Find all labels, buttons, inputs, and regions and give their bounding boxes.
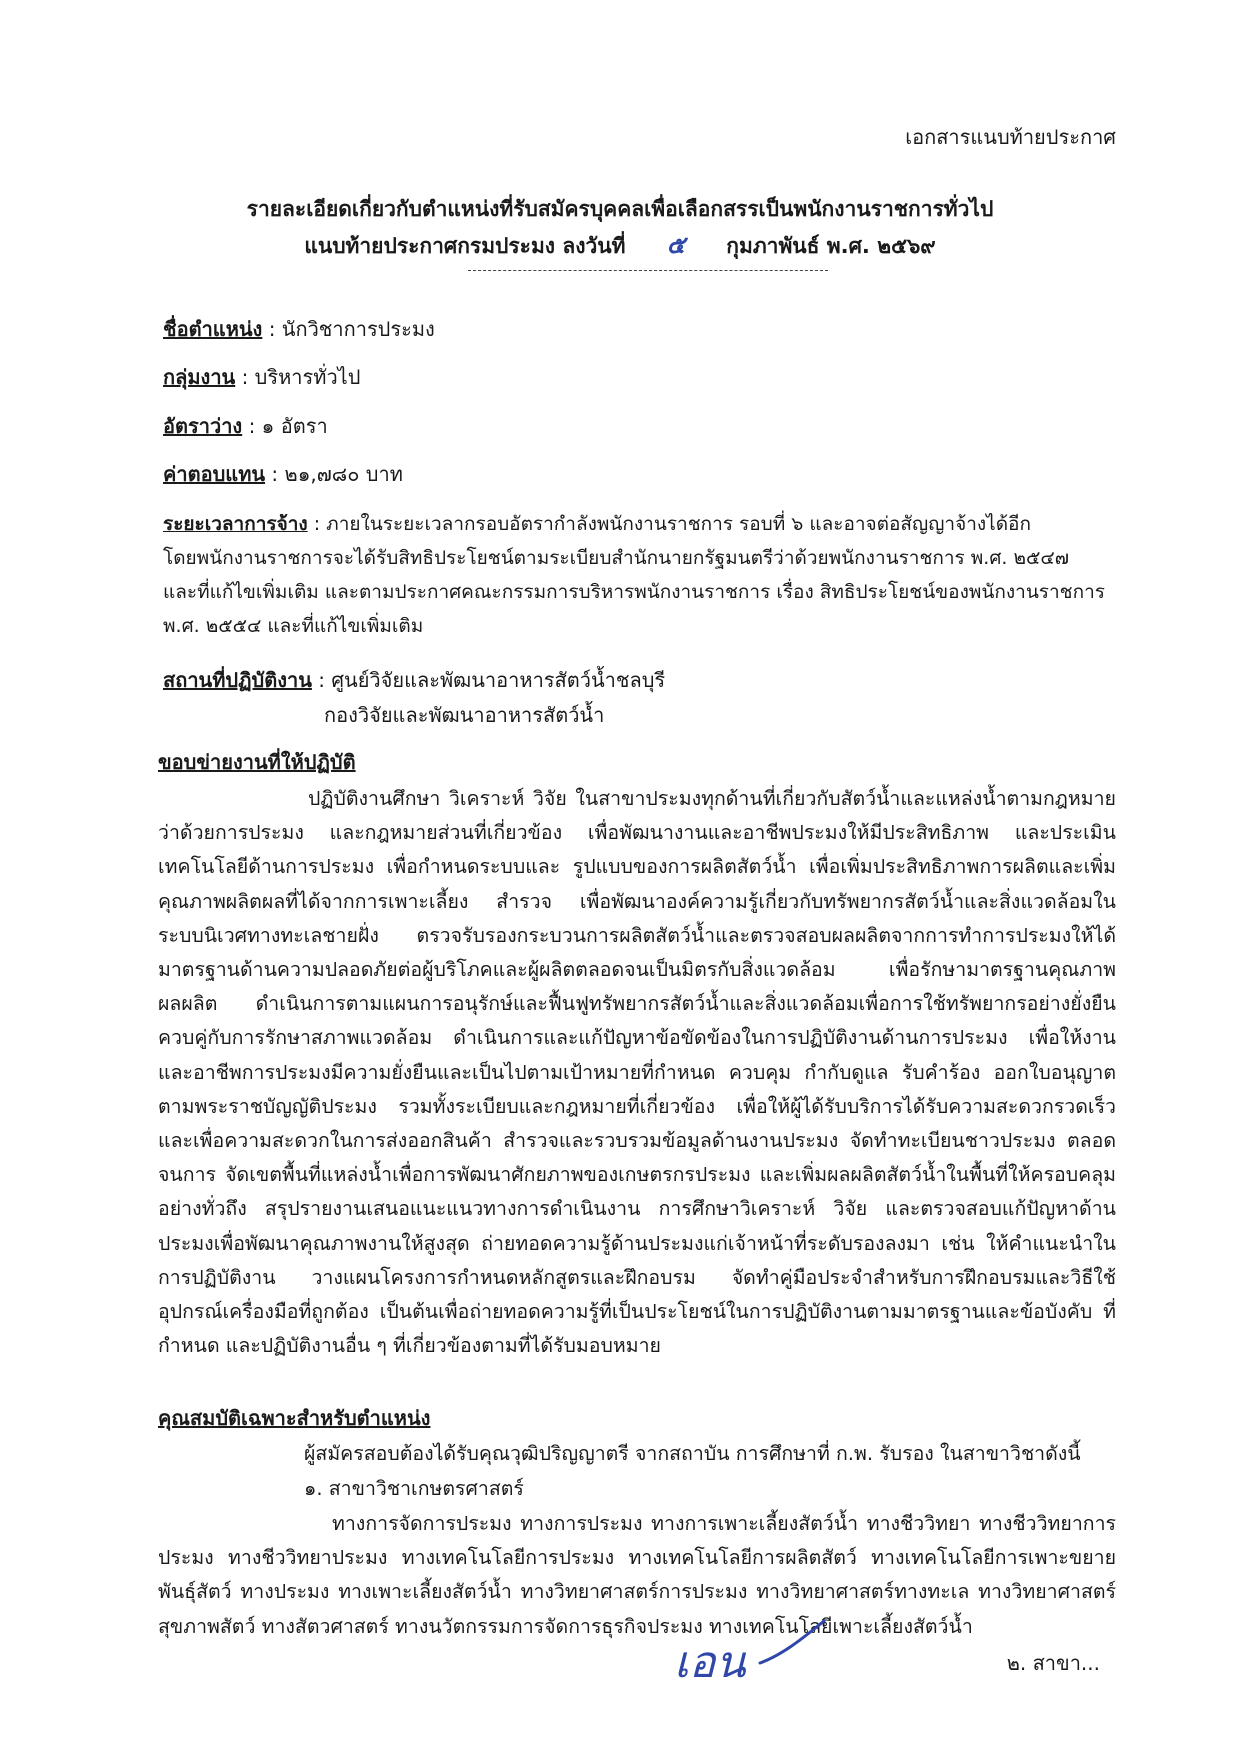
signature-stroke <box>760 1621 824 1663</box>
handwritten-day: ๕ <box>666 231 685 259</box>
field-workplace <box>163 667 665 693</box>
workplace-line2: กองวิจัยและพัฒนาอาหารสัตว์น้ำ <box>324 703 605 727</box>
salary-value: : ๒๑,๗๘๐ บาท <box>271 462 403 486</box>
scope-text: ปฏิบัติงานศึกษา วิเคราะห์ วิจัย ในสาขาประมงทุกด้านที่เกี่ยวกับสัตว์น้ำและแหล่งน้ำตามกฎหมายว่าด้วยการประมง และกฎหมายส่วนที่เกี่ยวข้อง เพื่อพัฒนางานและอาชีพประมงให้มีประสิทธิภาพ และประเมินเทคโนโลยีด้านการประมง เพื่อกำหนดระบบและ รูปแบบของการผลิตสัตว์น้ำ เพื่อเพิ่มประสิทธิภาพการผลิตและเพิ่มคุณภาพผลิตผลที่ได้จากการเพาะเลี้ยง สำรวจ เพื่อพัฒนาองค์ความรู้เกี่ยวกับทรัพยากรสัตว์น้ำและสิ่งแวดล้อมในระบบนิเวศทางทะเลชายฝั่ง ตรวจรับรองกระบวนการผลิตสัตว์น้ำและตรวจสอบผลผลิตจากการทำการประมงให้ได้มาตรฐานด้านความปลอดภัยต่อผู้บริโภคและผู้ผลิตตลอดจนเป็นมิตรกับสิ่งแวดล้อม เพื่อรักษามาตรฐานคุณภาพผลผลิต ดำเนินการตามแผนการอนุรักษ์และฟื้นฟูทรัพยากรสัตว์น้ำและสิ่งแวดล้อมเพื่อการใช้ทรัพยากรอย่างยั่งยืนควบคู่กับการรักษาสภาพแวดล้อม ดำเนินการและแก้ปัญหาข้อขัดข้องในการปฏิบัติงานด้านการประมง เพื่อให้งานและอาชีพการประมงมีความยั่งยืนและเป็นไปตามเป้าหมายที่กำหนด ควบคุม กำกับดูแล รับคำร้อง ออกใบอนุญาตตามพระราชบัญญัติประมง รวมทั้งระเบียบและกฎหมายที่เกี่ยวข้อง เพื่อให้ผู้ได้รับบริการได้รับความสะดวกรวดเร็ว และเพื่อความสะดวกในการส่งออกสินค้า สำรวจและรวบรวมข้อมูลด้านงานประมง จัดทำทะเบียนชาวประมง ตลอดจนการ จัดเขตพื้นที่แหล่งน้ำเพื่อการพัฒนาศักยภาพของเกษตรกรประมง และเพิ่มผลผลิตสัตว์น้ำในพื้นที่ให้ครอบคลุมอย่างทั่วถึง สรุปรายงานเสนอแนะแนวทางการดำเนินงาน การศึกษาวิเคราะห์ วิจัย และตรวจสอบแก้ปัญหาด้านประมงเพื่อพัฒนาคุณภาพงานให้สูงสุด ถ่ายทอดความรู้ด้านประมงแก่เจ้าหน้าที่ระดับรองลงมา เช่น ให้คำแนะนำในการปฏิบัติงาน วางแผนโครงการกำหนดหลักสูตรและฝึกอบรม จัดทำคู่มือประจำสำหรับการฝึกอบรมและวิธีใช้อุปกรณ์เครื่องมือที่ถูกต้อง เป็นต้นเพื่อถ่ายทอดความรู้ที่เป็นประโยชน์ในการปฏิบัติงานตามมาตรฐานและข้อบังคับ ที่กำหนด และปฏิบัติงานอื่น ๆ ที่เกี่ยวข้องตามที่ได้รับมอบหมาย <box>158 787 1116 1358</box>
workplace-label: สถานที่ปฏิบัติงาน <box>163 668 312 692</box>
workplace-line1: : ศูนย์วิจัยและพัฒนาอาหารสัตว์น้ำชลบุรี <box>318 668 666 692</box>
subtitle-prefix: แนบท้ายประกาศกรมประมง ลงวันที่ <box>304 234 626 258</box>
vacancy-label: อัตราว่าง <box>163 414 243 438</box>
position-value: : นักวิชาการประมง <box>268 317 435 341</box>
vacancy-value: : ๑ อัตรา <box>248 414 328 438</box>
group-label: กลุ่มงาน <box>163 365 236 389</box>
period-line3: และที่แก้ไขเพิ่มเติม และตามประกาศคณะกรรมการบริหารพนักงานราชการ เรื่อง สิทธิประโยชน์ของพนักงานราชการ <box>163 581 1105 603</box>
signature-initials: เอน <box>674 1637 746 1688</box>
qualifications-heading: คุณสมบัติเฉพาะสำหรับตำแหน่ง <box>158 1406 431 1430</box>
attachment-label: เอกสารแนบท้ายประกาศ <box>905 125 1116 149</box>
subtitle-suffix: กุมภาพันธ์ พ.ศ. ๒๕๖๙ <box>726 234 936 258</box>
continuation-marker: ๒. สาขา... <box>1006 1651 1100 1675</box>
period-line4: พ.ศ. ๒๕๕๔ และที่แก้ไขเพิ่มเติม <box>163 615 424 637</box>
field-vacancy <box>163 413 328 439</box>
period-label: ระยะเวลาการจ้าง <box>163 513 308 535</box>
position-label: ชื่อตำแหน่ง <box>163 317 263 341</box>
period-line2: โดยพนักงานราชการจะได้รับสิทธิประโยชน์ตามระเบียบสำนักนายกรัฐมนตรีว่าด้วยพนักงานราชการ พ.ศ. ๒๕๔๗ <box>163 547 1070 569</box>
scope-heading: ขอบข่ายงานที่ให้ปฏิบัติ <box>158 750 356 774</box>
period-line1: : ภายในระยะเวลากรอบอัตรากำลังพนักงานราชการ รอบที่ ๖ และอาจต่อสัญญาจ้างได้อีก <box>313 513 1031 535</box>
field-period <box>163 511 1031 537</box>
salary-label: ค่าตอบแทน <box>163 462 266 486</box>
group-value: : บริหารทั่วไป <box>241 365 361 389</box>
qualification-item-1-text: ทางการจัดการประมง ทางการประมง ทางการเพาะเลี้ยงสัตว์น้ำ ทางชีววิทยา ทางชีววิทยาการประมง ทางชีววิทยาประมง ทางเทคโนโลยีการประมง ทางเทคโนโลยีการผลิตสัตว์ ทางเทคโนโลยีการเพาะขยายพันธุ์สัตว์ ทางประมง ทางเพาะเลี้ยงสัตว์น้ำ ทางวิทยาศาสตร์การประมง ทางวิทยาศาสตร์ทางทะเล ทางวิทยาศาสตร์สุขภาพสัตว์ ทางสัตวศาสตร์ ทางนวัตกรรมการจัดการธุรกิจประมง ทางเทคโนโลยีเพาะเลี้ยงสัตว์น้ำ <box>158 1512 1116 1638</box>
document-title: รายละเอียดเกี่ยวกับตำแหน่งที่รับสมัครบุคคลเพื่อเลือกสรรเป็นพนักงานราชการทั่วไป <box>246 197 994 221</box>
document-subtitle <box>0 232 1240 259</box>
qualifications-intro: ผู้สมัครสอบต้องได้รับคุณวุฒิปริญญาตรี จากสถาบัน การศึกษาที่ ก.พ. รับรอง ในสาขาวิชาดังนี้ <box>304 1442 1081 1465</box>
qualification-item-1-title: ๑. สาขาวิชาเกษตรศาสตร์ <box>304 1477 524 1500</box>
handwritten-signature <box>672 1615 832 1695</box>
field-group <box>163 364 360 390</box>
field-position <box>163 316 435 342</box>
field-salary <box>163 461 403 487</box>
title-divider <box>468 270 828 271</box>
